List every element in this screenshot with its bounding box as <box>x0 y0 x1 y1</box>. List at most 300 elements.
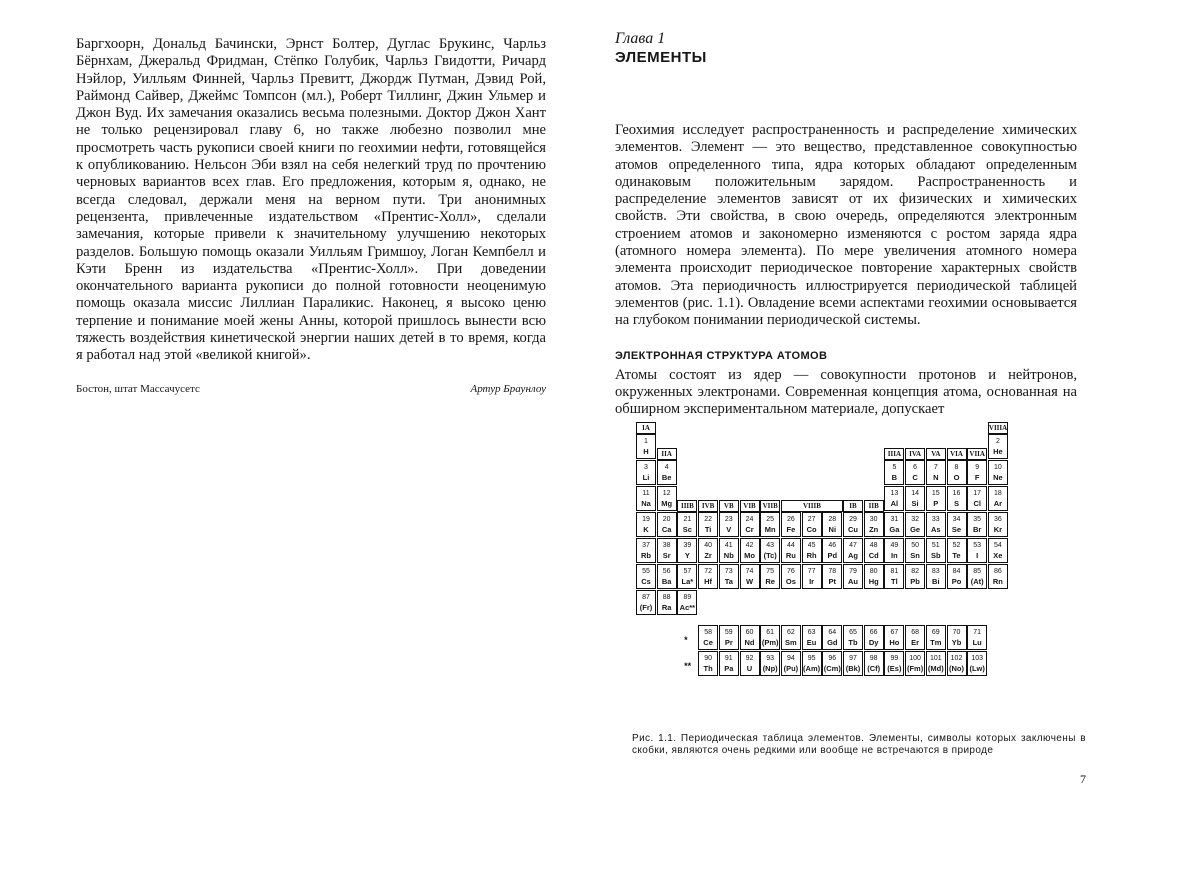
element-cell <box>988 564 1008 589</box>
element-symbol: Tb <box>844 638 862 648</box>
element-cell <box>947 625 967 650</box>
atomic-number: 98 <box>865 654 883 664</box>
atomic-number: 72 <box>699 567 717 577</box>
element-cell <box>905 538 925 563</box>
element-symbol: Ca <box>658 525 676 535</box>
element-cell <box>657 486 677 511</box>
atomic-number: 9 <box>968 463 986 473</box>
element-symbol: Br <box>968 525 986 535</box>
atomic-number: 18 <box>989 489 1007 499</box>
element-cell <box>905 564 925 589</box>
element-symbol: Ge <box>906 525 924 535</box>
atomic-number: 87 <box>637 593 655 603</box>
element-cell <box>967 651 987 676</box>
element-symbol: Be <box>658 473 676 483</box>
element-cell <box>677 564 697 589</box>
atomic-number: 24 <box>741 515 759 525</box>
element-cell <box>884 460 904 485</box>
element-cell <box>781 625 801 650</box>
element-cell <box>967 460 987 485</box>
group-header: VIIA <box>967 448 987 460</box>
atomic-number: 78 <box>823 567 841 577</box>
atomic-number: 67 <box>885 628 903 638</box>
element-symbol: Pd <box>823 551 841 561</box>
atomic-number: 44 <box>782 541 800 551</box>
atomic-number: 52 <box>948 541 966 551</box>
element-symbol: (Cf) <box>865 664 883 674</box>
element-cell <box>947 486 967 511</box>
element-symbol: Li <box>637 473 655 483</box>
atomic-number: 32 <box>906 515 924 525</box>
element-symbol: S <box>948 499 966 509</box>
element-cell <box>884 625 904 650</box>
element-cell <box>926 512 946 537</box>
page-number: 7 <box>1080 772 1086 787</box>
atomic-number: 60 <box>741 628 759 638</box>
element-symbol: He <box>989 447 1007 457</box>
element-symbol: Fe <box>782 525 800 535</box>
element-cell <box>843 512 863 537</box>
element-symbol: (Es) <box>885 664 903 674</box>
element-symbol: Tl <box>885 577 903 587</box>
element-cell <box>843 564 863 589</box>
atomic-number: 61 <box>761 628 779 638</box>
element-cell <box>884 564 904 589</box>
element-symbol: Cu <box>844 525 862 535</box>
element-symbol: K <box>637 525 655 535</box>
element-symbol: Lu <box>968 638 986 648</box>
element-symbol: Ba <box>658 577 676 587</box>
atomic-number: 22 <box>699 515 717 525</box>
atomic-number: 35 <box>968 515 986 525</box>
element-symbol: Re <box>761 577 779 587</box>
atomic-number: 49 <box>885 541 903 551</box>
atomic-number: 77 <box>803 567 821 577</box>
element-cell <box>967 486 987 511</box>
element-cell <box>740 651 760 676</box>
element-symbol: (Am) <box>803 664 821 674</box>
element-symbol: Ga <box>885 525 903 535</box>
atomic-number: 36 <box>989 515 1007 525</box>
atomic-number: 29 <box>844 515 862 525</box>
element-cell <box>636 434 656 459</box>
element-cell <box>843 538 863 563</box>
element-symbol: O <box>948 473 966 483</box>
element-symbol: Ce <box>699 638 717 648</box>
atomic-number: 7 <box>927 463 945 473</box>
element-cell <box>822 538 842 563</box>
atomic-number: 62 <box>782 628 800 638</box>
element-cell <box>884 486 904 511</box>
element-cell <box>636 512 656 537</box>
element-cell <box>926 486 946 511</box>
signature-line <box>76 383 546 395</box>
element-cell <box>636 590 656 615</box>
element-cell <box>719 512 739 537</box>
element-cell <box>740 538 760 563</box>
element-cell <box>905 460 925 485</box>
element-symbol: Zr <box>699 551 717 561</box>
atomic-number: 38 <box>658 541 676 551</box>
element-symbol: Ar <box>989 499 1007 509</box>
atomic-number: 11 <box>637 489 655 499</box>
atomic-number: 97 <box>844 654 862 664</box>
atomic-number: 41 <box>720 541 738 551</box>
left-page <box>76 36 546 395</box>
element-cell <box>719 564 739 589</box>
element-cell <box>843 625 863 650</box>
element-cell <box>760 651 780 676</box>
chapter-number: Глава 1 <box>615 30 1077 48</box>
element-cell <box>657 460 677 485</box>
element-symbol: Os <box>782 577 800 587</box>
atomic-number: 54 <box>989 541 1007 551</box>
element-cell <box>864 538 884 563</box>
signature-author: Артур Браунлоу <box>470 383 546 395</box>
atomic-number: 27 <box>803 515 821 525</box>
atomic-number: 43 <box>761 541 779 551</box>
group-header: VIIIB <box>781 500 843 512</box>
element-symbol: B <box>885 473 903 483</box>
element-cell <box>905 651 925 676</box>
atomic-number: 63 <box>803 628 821 638</box>
element-cell <box>988 460 1008 485</box>
atomic-number: 59 <box>720 628 738 638</box>
atomic-number: 2 <box>989 437 1007 447</box>
atomic-number: 103 <box>968 654 986 664</box>
element-symbol: Po <box>948 577 966 587</box>
element-cell <box>698 538 718 563</box>
element-symbol: Rb <box>637 551 655 561</box>
element-symbol: Mn <box>761 525 779 535</box>
element-symbol: Y <box>678 551 696 561</box>
atomic-number: 17 <box>968 489 986 499</box>
atomic-number: 53 <box>968 541 986 551</box>
element-cell <box>802 512 822 537</box>
group-header: IVB <box>698 500 718 512</box>
atomic-number: 45 <box>803 541 821 551</box>
element-cell <box>657 564 677 589</box>
element-symbol: (Md) <box>927 664 945 674</box>
atomic-number: 21 <box>678 515 696 525</box>
element-cell <box>884 512 904 537</box>
group-header: VA <box>926 448 946 460</box>
atomic-number: 93 <box>761 654 779 664</box>
atomic-number: 30 <box>865 515 883 525</box>
element-symbol: Mg <box>658 499 676 509</box>
chapter-title: ЭЛЕМЕНТЫ <box>615 49 1077 66</box>
element-cell <box>988 434 1008 459</box>
element-symbol: Dy <box>865 638 883 648</box>
atomic-number: 40 <box>699 541 717 551</box>
element-symbol: (Lw) <box>968 664 986 674</box>
group-header: IIA <box>657 448 677 460</box>
atomic-number: 58 <box>699 628 717 638</box>
element-symbol: Co <box>803 525 821 535</box>
atomic-number: 70 <box>948 628 966 638</box>
element-symbol: Ti <box>699 525 717 535</box>
element-cell <box>802 538 822 563</box>
signature-place: Бостон, штат Массачусетс <box>76 383 200 395</box>
element-symbol: Te <box>948 551 966 561</box>
element-symbol: Pt <box>823 577 841 587</box>
element-symbol: C <box>906 473 924 483</box>
atomic-number: 56 <box>658 567 676 577</box>
atomic-number: 8 <box>948 463 966 473</box>
element-cell <box>926 625 946 650</box>
atomic-number: 23 <box>720 515 738 525</box>
element-symbol: (Np) <box>761 664 779 674</box>
group-header: IIIB <box>677 500 697 512</box>
atomic-number: 14 <box>906 489 924 499</box>
element-symbol: Bi <box>927 577 945 587</box>
atomic-number: 55 <box>637 567 655 577</box>
atomic-number: 47 <box>844 541 862 551</box>
atomic-number: 96 <box>823 654 841 664</box>
atomic-number: 37 <box>637 541 655 551</box>
atomic-number: 39 <box>678 541 696 551</box>
element-cell <box>802 651 822 676</box>
element-symbol: W <box>741 577 759 587</box>
element-cell <box>677 590 697 615</box>
group-header: IA <box>636 422 656 434</box>
element-cell <box>926 651 946 676</box>
group-header: IIIA <box>884 448 904 460</box>
element-symbol: Sr <box>658 551 676 561</box>
element-symbol: U <box>741 664 759 674</box>
atomic-number: 28 <box>823 515 841 525</box>
element-symbol: Ra <box>658 603 676 613</box>
section-title: ЭЛЕКТРОННАЯ СТРУКТУРА АТОМОВ <box>615 350 1077 362</box>
atomic-number: 50 <box>906 541 924 551</box>
atomic-number: 68 <box>906 628 924 638</box>
atomic-number: 26 <box>782 515 800 525</box>
atomic-number: 66 <box>865 628 883 638</box>
group-header: IVA <box>905 448 925 460</box>
element-cell <box>822 651 842 676</box>
atomic-number: 12 <box>658 489 676 499</box>
atomic-number: 81 <box>885 567 903 577</box>
atomic-number: 102 <box>948 654 966 664</box>
element-symbol: In <box>885 551 903 561</box>
element-symbol: (Bk) <box>844 664 862 674</box>
element-symbol: Ho <box>885 638 903 648</box>
atomic-number: 99 <box>885 654 903 664</box>
element-symbol: Sm <box>782 638 800 648</box>
element-cell <box>760 538 780 563</box>
element-cell <box>719 625 739 650</box>
element-symbol: P <box>927 499 945 509</box>
element-cell <box>864 512 884 537</box>
series-marker: ** <box>684 661 691 671</box>
atomic-number: 83 <box>927 567 945 577</box>
atomic-number: 13 <box>885 489 903 499</box>
element-cell <box>657 538 677 563</box>
element-cell <box>698 564 718 589</box>
element-symbol: Ir <box>803 577 821 587</box>
atomic-number: 80 <box>865 567 883 577</box>
atomic-number: 31 <box>885 515 903 525</box>
element-symbol: Xe <box>989 551 1007 561</box>
element-cell <box>947 564 967 589</box>
element-cell <box>988 486 1008 511</box>
element-symbol: Cs <box>637 577 655 587</box>
element-symbol: Cl <box>968 499 986 509</box>
element-symbol: Zn <box>865 525 883 535</box>
element-symbol: Yb <box>948 638 966 648</box>
element-cell <box>926 538 946 563</box>
atomic-number: 92 <box>741 654 759 664</box>
group-header: VIB <box>740 500 760 512</box>
element-cell <box>822 564 842 589</box>
element-symbol: Pb <box>906 577 924 587</box>
element-cell <box>802 625 822 650</box>
series-marker: * <box>684 635 688 645</box>
element-symbol: (Fm) <box>906 664 924 674</box>
atomic-number: 84 <box>948 567 966 577</box>
element-cell <box>967 538 987 563</box>
atomic-number: 25 <box>761 515 779 525</box>
atomic-number: 57 <box>678 567 696 577</box>
element-symbol: N <box>927 473 945 483</box>
atomic-number: 76 <box>782 567 800 577</box>
element-cell <box>677 512 697 537</box>
element-symbol: La* <box>678 577 696 587</box>
element-cell <box>822 625 842 650</box>
element-cell <box>781 651 801 676</box>
element-symbol: (Fr) <box>637 603 655 613</box>
element-cell <box>677 538 697 563</box>
element-symbol: Nd <box>741 638 759 648</box>
atomic-number: 46 <box>823 541 841 551</box>
element-cell <box>967 512 987 537</box>
atomic-number: 6 <box>906 463 924 473</box>
element-cell <box>967 564 987 589</box>
element-symbol: Th <box>699 664 717 674</box>
atomic-number: 3 <box>637 463 655 473</box>
element-symbol: I <box>968 551 986 561</box>
atomic-number: 89 <box>678 593 696 603</box>
element-symbol: Al <box>885 499 903 509</box>
element-cell <box>864 625 884 650</box>
element-symbol: Nb <box>720 551 738 561</box>
element-symbol: (Pu) <box>782 664 800 674</box>
atomic-number: 64 <box>823 628 841 638</box>
group-header: IB <box>843 500 863 512</box>
element-symbol: Cr <box>741 525 759 535</box>
group-header: VB <box>719 500 739 512</box>
element-cell <box>781 564 801 589</box>
element-cell <box>884 651 904 676</box>
element-symbol: H <box>637 447 655 457</box>
element-symbol: Pa <box>720 664 738 674</box>
element-symbol: F <box>968 473 986 483</box>
element-symbol: (Pm) <box>761 638 779 648</box>
atomic-number: 19 <box>637 515 655 525</box>
atomic-number: 4 <box>658 463 676 473</box>
element-cell <box>657 590 677 615</box>
element-symbol: As <box>927 525 945 535</box>
group-header: VIA <box>947 448 967 460</box>
element-cell <box>864 564 884 589</box>
element-cell <box>781 512 801 537</box>
element-cell <box>740 564 760 589</box>
element-cell <box>698 512 718 537</box>
element-symbol: Cd <box>865 551 883 561</box>
atomic-number: 73 <box>720 567 738 577</box>
element-symbol: Sb <box>927 551 945 561</box>
atomic-number: 95 <box>803 654 821 664</box>
element-symbol: Rn <box>989 577 1007 587</box>
atomic-number: 74 <box>741 567 759 577</box>
element-symbol: Mo <box>741 551 759 561</box>
element-cell <box>843 651 863 676</box>
element-cell <box>760 564 780 589</box>
element-cell <box>905 512 925 537</box>
figure-caption: Рис. 1.1. Периодическая таблица элементов. Элементы, символы которых заключены в скобки, являются очень редкими или вообще не встречаются в природе <box>632 733 1086 757</box>
element-cell <box>781 538 801 563</box>
periodic-table-figure <box>636 422 1076 712</box>
element-cell <box>926 460 946 485</box>
atomic-number: 48 <box>865 541 883 551</box>
element-symbol: Si <box>906 499 924 509</box>
element-symbol: Kr <box>989 525 1007 535</box>
element-symbol: (At) <box>968 577 986 587</box>
element-symbol: Ni <box>823 525 841 535</box>
atomic-number: 82 <box>906 567 924 577</box>
right-page <box>615 30 1077 418</box>
element-symbol: Sc <box>678 525 696 535</box>
element-cell <box>636 460 656 485</box>
element-cell <box>740 512 760 537</box>
atomic-number: 86 <box>989 567 1007 577</box>
atomic-number: 100 <box>906 654 924 664</box>
atomic-number: 33 <box>927 515 945 525</box>
element-cell <box>947 460 967 485</box>
element-symbol: Ru <box>782 551 800 561</box>
atomic-number: 10 <box>989 463 1007 473</box>
atomic-number: 90 <box>699 654 717 664</box>
element-symbol: Ac** <box>678 603 696 613</box>
atomic-number: 65 <box>844 628 862 638</box>
element-symbol: (Cm) <box>823 664 841 674</box>
element-cell <box>822 512 842 537</box>
element-cell <box>884 538 904 563</box>
group-header: VIIIA <box>988 422 1008 434</box>
element-cell <box>947 651 967 676</box>
element-cell <box>988 538 1008 563</box>
element-cell <box>636 538 656 563</box>
atoms-paragraph: Атомы состоят из ядер — совокупности протонов и нейтронов, окруженных электронами. Современная концепция атома, основанная на обширном экспериментальном материале, допускает <box>615 367 1077 419</box>
element-symbol: Pr <box>720 638 738 648</box>
element-symbol: Hg <box>865 577 883 587</box>
acknowledgements-text: Баргхоорн, Дональд Бачински, Эрнст Болтер, Дуглас Брукинс, Чарльз Бёрнхам, Джеральд Фридман, Стёпко Голубик, Чарльз Гвидотти, Ричард Нэйлор, Уилльям Финней, Чарльз Превитт, Джордж Путман, Дэвид Рой, Раймонд Сайвер, Джеймс Томпсон (мл.), Роберт Тиллинг, Джин Ульмер и Джон Вуд. Их замечания оказались весьма полезными. Доктор Джон Хант не только рецензировал главу 6, но также любезно позволил мне просмотреть часть рукописи своей книги по геохимии нефти, готовящейся к опубликованию. Нельсон Эби взял на себя нелегкий труд по прочтению черновых вариантов всех глав. Его предложения, которым я, однако, не всегда следовал, держали меня на верном пути. Три анонимных рецензента, привлеченные издательством «Прентис-Холл», сделали замечания, которые привели к значительному улучшению некоторых разделов. Большую помощь оказали Уилльям Гримшоу, Логан Кемпбелл и Кэти Бренн из издательства «Прентис-Холл». При доведении окончательного варианта рукописи до полной готовности неоценимую помощь оказала миссис Лиллиан Параликис. Наконец, я высоко ценю терпение и понимание моей жены Анны, которой пришлось вынести всю тяжесть воздействия кинетической энергии наших детей в то время, когда я работал над этой «великой книгой». <box>76 36 546 365</box>
element-cell <box>636 564 656 589</box>
atomic-number: 88 <box>658 593 676 603</box>
element-cell <box>947 538 967 563</box>
element-cell <box>657 512 677 537</box>
element-symbol: Se <box>948 525 966 535</box>
element-cell <box>802 564 822 589</box>
element-symbol: (Tc) <box>761 551 779 561</box>
element-symbol: Rh <box>803 551 821 561</box>
element-symbol: Er <box>906 638 924 648</box>
atomic-number: 51 <box>927 541 945 551</box>
atomic-number: 1 <box>637 437 655 447</box>
element-cell <box>967 625 987 650</box>
atomic-number: 5 <box>885 463 903 473</box>
element-symbol: Na <box>637 499 655 509</box>
